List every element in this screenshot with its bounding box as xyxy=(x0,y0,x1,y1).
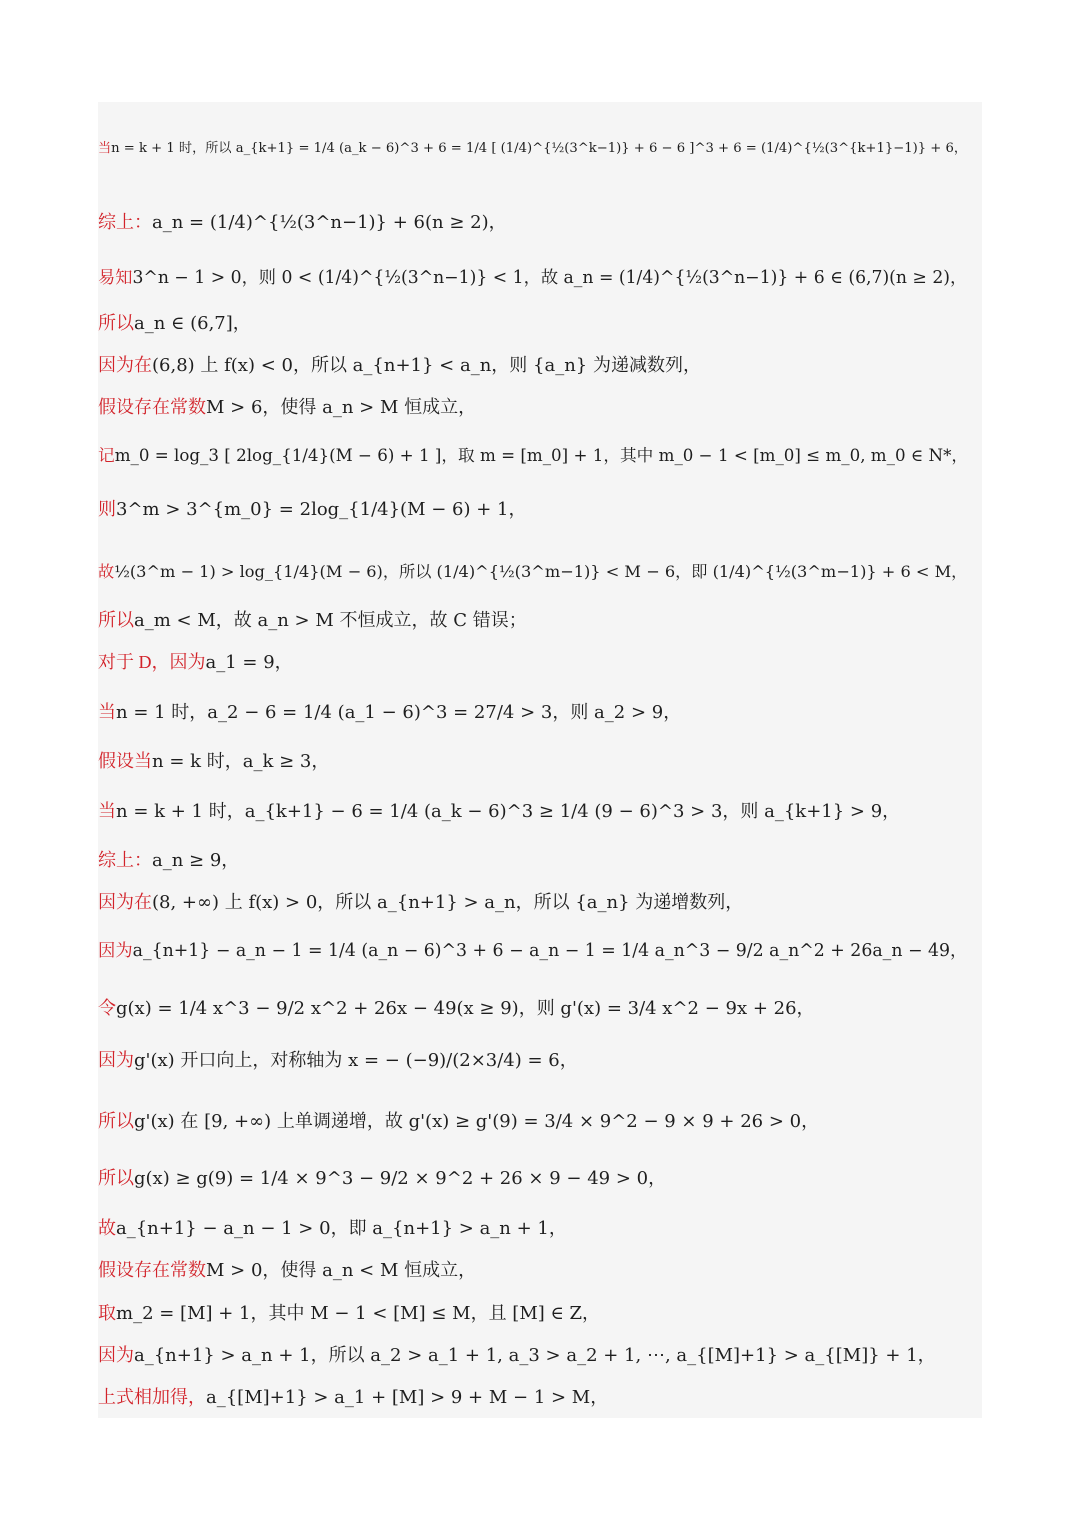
line-math: a_{n+1} > a_n + 1，所以 a_2 > a_1 + 1, a_3 > a_2 + 1, ⋯, a_{[M]+1} > a_{[M]} + 1， xyxy=(134,1345,936,1366)
line-text: 因为在 xyxy=(98,892,152,912)
line-math: m_2 = [M] + 1，其中 M − 1 < [M] ≤ M，且 [M] ∈ Z， xyxy=(116,1303,601,1324)
solution-line xyxy=(98,398,476,417)
line-math: a_1 = 9， xyxy=(205,652,293,673)
line-text: 假设存在常数 xyxy=(98,1260,206,1280)
line-math: 3^n − 1 > 0，则 0 < (1/4)^{½(3^n−1)} < 1，故 a_n = (1/4)^{½(3^n−1)} + 6 ∈ (6,7)(n ≥ 2)， xyxy=(132,268,968,288)
line-text: 取 xyxy=(98,1303,116,1323)
line-math: g(x) = 1/4 x^3 − 9/2 x^2 + 26x − 49(x ≥ 9)，则 g'(x) = 3/4 x^2 − 9x + 26， xyxy=(116,998,815,1019)
line-text: 综上： xyxy=(98,212,152,232)
line-text: 则 xyxy=(98,499,116,519)
line-math: a_n = (1/4)^{½(3^n−1)} + 6(n ≥ 2)， xyxy=(152,212,507,233)
line-text: 所以 xyxy=(98,1168,134,1188)
solution-line xyxy=(98,893,743,912)
line-math: a_n ≥ 9， xyxy=(152,850,240,871)
solution-line xyxy=(98,1051,578,1070)
line-text: 当 xyxy=(98,801,116,821)
line-math: a_{n+1} − a_n − 1 > 0，即 a_{n+1} > a_n + 1， xyxy=(116,1218,567,1239)
line-text: 综上： xyxy=(98,850,152,870)
solution-line xyxy=(98,802,900,821)
line-text: 易知 xyxy=(98,268,133,287)
line-math: a_m < M，故 a_n > M 不恒成立，故 C 错误； xyxy=(134,610,527,631)
line-math: g(x) ≥ g(9) = 1/4 × 9^3 − 9/2 × 9^2 + 26 × 9 − 49 > 0， xyxy=(134,1168,667,1189)
solution-line xyxy=(98,1112,819,1131)
line-math: M > 0，使得 a_n < M 恒成立， xyxy=(206,1260,477,1281)
line-text: 当 xyxy=(98,140,112,155)
solution-line xyxy=(98,653,293,672)
solution-line xyxy=(98,213,507,232)
line-math: M > 6，使得 a_n > M 恒成立， xyxy=(206,397,477,418)
solution-line xyxy=(98,314,251,333)
line-math: a_n ∈ (6,7]， xyxy=(134,313,251,334)
line-text: 所以 xyxy=(98,1111,134,1131)
line-math: g'(x) 开口向上，对称轴为 x = − (−9)/(2×3/4) = 6， xyxy=(134,1050,578,1071)
solution-line xyxy=(98,1261,476,1280)
line-text: 假设存在常数 xyxy=(98,397,206,417)
line-math: n = k 时，a_k ≥ 3， xyxy=(152,751,330,772)
line-math: 3^m > 3^{m_0} = 2log_{1/4}(M − 6) + 1， xyxy=(116,499,527,520)
solution-line xyxy=(98,564,967,581)
line-text: 上式相加得， xyxy=(98,1387,206,1407)
line-text: 所以 xyxy=(98,610,134,630)
line-math: (6,8) 上 f(x) < 0，所以 a_{n+1} < a_n，则 {a_n} 为递减数列， xyxy=(152,355,701,376)
line-text: 因为 xyxy=(98,1345,134,1365)
solution-line xyxy=(98,269,967,287)
solution-line xyxy=(98,1346,936,1365)
line-text: 因为 xyxy=(98,1050,134,1070)
solution-line xyxy=(98,141,967,155)
line-math: (8, +∞) 上 f(x) > 0，所以 a_{n+1} > a_n，所以 {a_n} 为递增数列， xyxy=(152,892,744,913)
line-math: a_{n+1} − a_n − 1 = 1/4 (a_n − 6)^3 + 6 − a_n − 1 = 1/4 a_n^3 − 9/2 a_n^2 + 26a_n − 49， xyxy=(132,941,968,961)
line-text: 因为 xyxy=(98,941,133,960)
line-math: a_{[M]+1} > a_1 + [M] > 9 + M − 1 > M， xyxy=(206,1387,609,1408)
solution-line xyxy=(98,611,527,630)
line-text: 记 xyxy=(98,446,115,465)
line-math: n = k + 1 时，a_{k+1} − 6 = 1/4 (a_k − 6)^3 ≥ 1/4 (9 − 6)^3 > 3，则 a_{k+1} > 9， xyxy=(116,801,901,822)
solution-line xyxy=(98,448,968,465)
line-text: 因为在 xyxy=(98,355,152,375)
line-text: 故 xyxy=(98,564,115,581)
line-text: 令 xyxy=(98,998,116,1018)
solution-line xyxy=(98,1219,567,1238)
line-text: 假设当 xyxy=(98,751,152,771)
line-text: 对于 D，因为 xyxy=(98,652,206,672)
solution-line xyxy=(98,356,701,375)
line-math: ½(3^m − 1) > log_{1/4}(M − 6)，所以 (1/4)^{½(3^m−1)} < M − 6，即 (1/4)^{½(3^m−1)} + 6 < M， xyxy=(114,562,968,581)
solution-line xyxy=(98,1388,608,1407)
solution-line xyxy=(98,999,815,1018)
solution-line xyxy=(98,1304,600,1323)
solution-line xyxy=(98,942,967,960)
line-math: n = k + 1 时，所以 a_{k+1} = 1/4 (a_k − 6)^3 + 6 = 1/4 [ (1/4)^{½(3^k−1)} + 6 − 6 ]^3 + 6 = (1/4)^{½(3^{k+1}−1)} + 6， xyxy=(111,141,968,156)
line-math: n = 1 时，a_2 − 6 = 1/4 (a_1 − 6)^3 = 27/4 > 3，则 a_2 > 9， xyxy=(116,702,682,723)
solution-line xyxy=(98,851,239,870)
line-text: 故 xyxy=(98,1218,116,1238)
solution-line xyxy=(98,703,681,722)
line-text: 当 xyxy=(98,702,116,722)
solution-line xyxy=(98,1169,666,1188)
solution-line xyxy=(98,752,329,771)
line-math: m_0 = log_3 [ 2log_{1/4}(M − 6) + 1 ]，取 m = [m_0] + 1，其中 m_0 − 1 < [m_0] ≤ m_0, m_0 ∈ N*， xyxy=(114,446,969,465)
solution-line xyxy=(98,500,526,519)
line-text: 所以 xyxy=(98,313,134,333)
line-math: g'(x) 在 [9, +∞) 上单调递增，故 g'(x) ≥ g'(9) = 3/4 × 9^2 − 9 × 9 + 26 > 0， xyxy=(134,1111,820,1132)
